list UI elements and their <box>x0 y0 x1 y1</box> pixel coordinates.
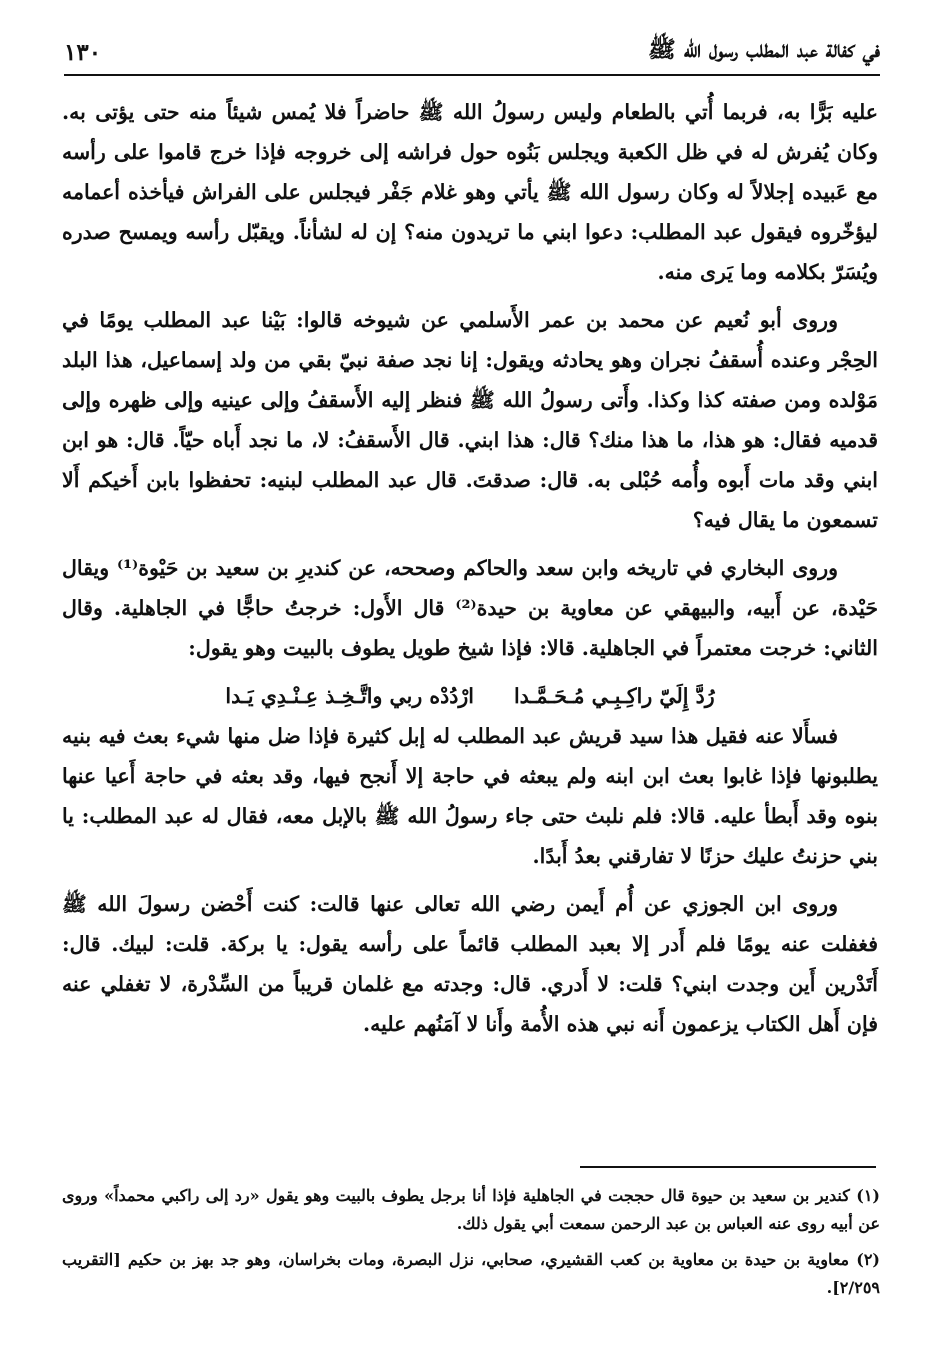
poetry-verse <box>62 676 878 716</box>
running-header <box>64 30 880 76</box>
footnotes <box>62 1182 880 1310</box>
footnote-1: (١) كندير بن سعيد بن حيوة قال حججت في الجاهلية فإذا أنا برجل يطوف بالبيت وهو يقول «رد إلى راكبي محمداً» وروى عن أبيه روى عنه العباس بن عبد الرحمن سمعت أبي يقول ذلك. <box>62 1186 880 1233</box>
paragraph-3: وروى البخاري في تاريخه وابن سعد والحاكم وصححه، عن كنديرِ بن سعيد بن حَيْوة⁽¹⁾ ويقال حَيْدة، عن أَبيه، والبيهقي عن معاوية بن حيدة⁽²⁾ قال الأَول: خرجتُ حاجًّا في الجاهلية. وقال الثاني: خرجت معتمراً في الجاهلية. قالا: فإذا شيخ طويل يطوف بالبيت وهو يقول: <box>62 556 878 660</box>
paragraph-5: وروى ابن الجوزي عن أُم أَيمن رضي الله تعالى عنها قالت: كنت أَحْضن رسولَ الله ﷺ فغفلت عنه يومًا فلم أَدر إلا بعبد المطلب قائماً على رأسه يقول: يا بركة. قلت: لبيك. قال: أَتَدْرين أَين وجدت ابني؟ قلت: لا أَدري. قال: وجدته مع غلمان قريباً من السِّدْرة، لا تغفلي عنه فإن أَهل الكتاب يزعمون أَنه نبي هذه الأُمة وأَنا لا آمَنُهم عليه. <box>62 892 878 1036</box>
paragraph-2: وروى أبو نُعيم عن محمد بن عمر الأَسلمي عن شيوخه قالوا: بَيْنا عبد المطلب يومًا في الحِجْر وعنده أُسقفُ نجران وهو يحادثه ويقول: إنا نجد صفة نبيّ بقي من ولد إسماعيل، هذا البلد مَوْلده ومن صفته كذا وكذا. وأَتى رسولُ الله ﷺ فنظر إليه الأَسقفُ وإلى عينيه وإلى ظهره وإلى قدميه فقال: هو هذا، ما هذا منك؟ قال: هذا ابني. قال الأَسقفُ: لا، ما نجد أَباه حيّاً. قال: هو ابن ابني وقد مات أَبوه وأُمه حُبْلى به. قال: صدقتَ. قال عبد المطلب لبنيه: تحفظوا بابن أَخيكم أَلا تسمعون ما يقال فيه؟ <box>62 308 878 532</box>
chapter-title: في كفالة عبد المطلب رسول الله ﷺ <box>648 36 880 63</box>
verse-first-hemistich: رُدَّ إِلَيّ راكِـبِـي مُـحَـمَّـدا <box>513 684 715 708</box>
paragraph-1: عليه بَرًّا به، فربما أُتي بالطعام وليس رسولُ الله ﷺ حاضراً فلا يُمس شيئاً منه حتى يؤتى به. وكان يُفرش له في ظل الكعبة ويجلس بَنُوه حول فراشه إلى خروجه فإذا خرج قاموا على رأسه مع عَبيده إجلالاً له وكان رسول الله ﷺ يأتي وهو غلام جَفْر فيجلس على الفراش فيأخذه أعمامه ليؤخّروه فيقول عبد المطلب: دعوا ابني ما تريدون منه؟ إن له لشأناً. ويقبّل رأسه ويمسح صدره ويُسَرّ بكلامه وما يَرى منه. <box>62 100 878 284</box>
main-text <box>62 92 878 1052</box>
page-number: ١٣٠ <box>64 38 102 66</box>
paragraph-4: فسأَلا عنه فقيل هذا سيد قريش عبد المطلب له إبل كثيرة فإذا ضل منها شيء بعث فيه بنيه يطلبونها فإذا غابوا بعث ابن ابنه ولم يبعثه في حاجة إلا أَنجح فيها، وقد بعثه في حاجة أَعيا عنها بنوه وقد أَبطأ عليه. قالا: فلم نلبث حتى جاء رسولُ الله ﷺ بالإبل معه، فقال له عبد المطلب: يا بني حزنتُ عليك حزنًا لا تفارقني بعدُ أَبدًا. <box>62 724 878 868</box>
footnote-divider <box>580 1166 876 1168</box>
verse-second-hemistich: ارْدُدْه ربي واتَّـخِـذ عِـنْـدِي يَـدا <box>225 684 474 708</box>
footnote-2: (٢) معاوية بن حيدة بن معاوية بن كعب القشيري، صحابي، نزل البصرة، ومات بخراسان، وهو جد بهز بن حكيم [التقريب ٢/٢٥٩]. <box>62 1250 880 1297</box>
